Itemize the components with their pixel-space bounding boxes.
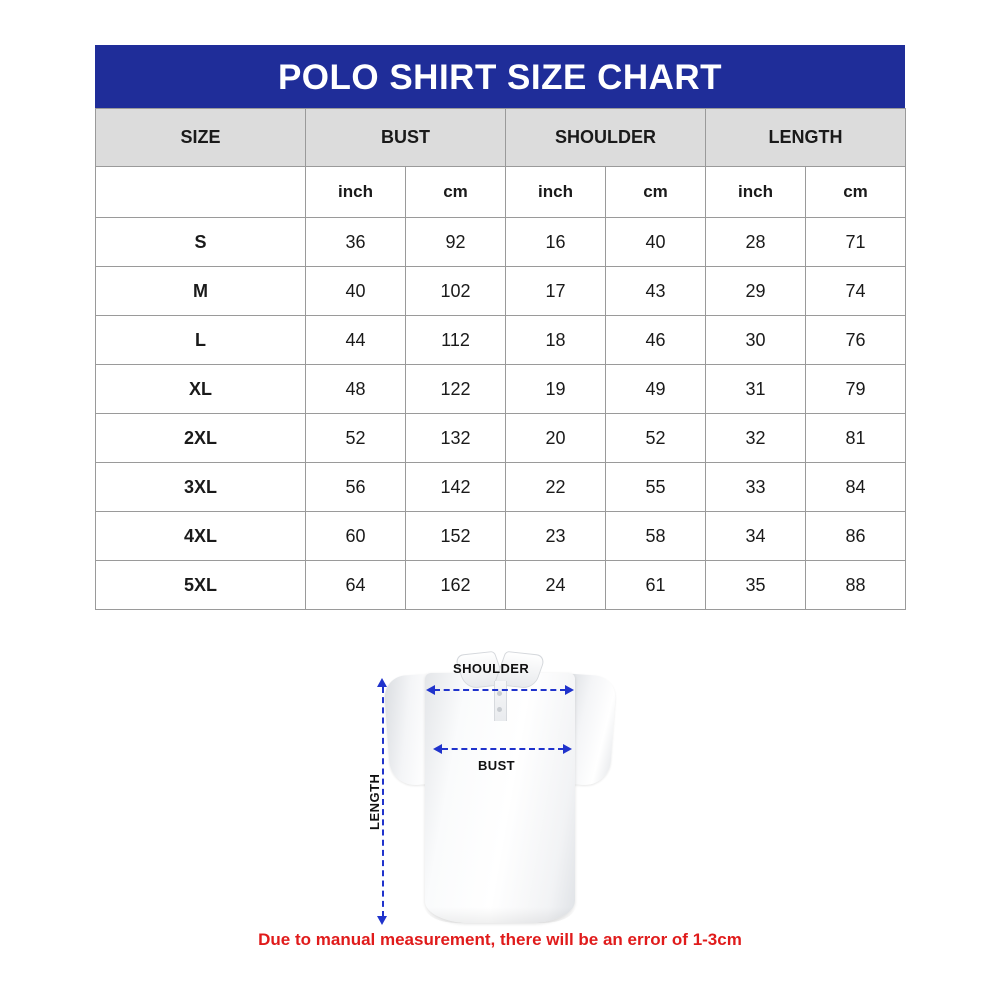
unit-cell-length-cm: cm — [806, 167, 906, 218]
cell-length-cm: 81 — [806, 414, 906, 463]
shoulder-measure-line — [434, 689, 566, 691]
cell-bust-inch: 36 — [306, 218, 406, 267]
cell-shoulder-inch: 18 — [506, 316, 606, 365]
unit-cell-bust-inch: inch — [306, 167, 406, 218]
cell-shoulder-inch: 23 — [506, 512, 606, 561]
unit-cell-blank — [96, 167, 306, 218]
cell-shoulder-inch: 19 — [506, 365, 606, 414]
shoulder-measure-label: SHOULDER — [453, 661, 530, 676]
cell-bust-inch: 48 — [306, 365, 406, 414]
shirt-button — [497, 691, 502, 696]
cell-bust-cm: 102 — [406, 267, 506, 316]
cell-size: XL — [96, 365, 306, 414]
size-chart-block — [95, 45, 905, 610]
cell-shoulder-cm: 49 — [606, 365, 706, 414]
cell-length-inch: 30 — [706, 316, 806, 365]
cell-bust-cm: 122 — [406, 365, 506, 414]
polo-shirt-icon — [385, 635, 615, 930]
length-measure-line — [382, 687, 384, 917]
cell-shoulder-cm: 52 — [606, 414, 706, 463]
cell-length-inch: 33 — [706, 463, 806, 512]
table-row — [96, 414, 906, 463]
unit-cell-shoulder-cm: cm — [606, 167, 706, 218]
measurement-illustration — [0, 625, 1000, 935]
cell-length-cm: 74 — [806, 267, 906, 316]
cell-shoulder-inch: 24 — [506, 561, 606, 610]
cell-length-cm: 86 — [806, 512, 906, 561]
table-row — [96, 561, 906, 610]
table-row — [96, 365, 906, 414]
cell-length-inch: 28 — [706, 218, 806, 267]
cell-size: M — [96, 267, 306, 316]
cell-shoulder-cm: 58 — [606, 512, 706, 561]
table-row — [96, 463, 906, 512]
table-row — [96, 316, 906, 365]
cell-bust-cm: 152 — [406, 512, 506, 561]
shoulder-arrow-right-tip — [565, 685, 574, 695]
cell-length-cm: 76 — [806, 316, 906, 365]
table-row — [96, 218, 906, 267]
cell-bust-inch: 52 — [306, 414, 406, 463]
cell-shoulder-inch: 22 — [506, 463, 606, 512]
cell-bust-inch: 56 — [306, 463, 406, 512]
cell-shoulder-cm: 55 — [606, 463, 706, 512]
length-measure-label: LENGTH — [367, 773, 382, 830]
cell-bust-inch: 64 — [306, 561, 406, 610]
cell-bust-cm: 132 — [406, 414, 506, 463]
cell-bust-cm: 112 — [406, 316, 506, 365]
cell-length-cm: 84 — [806, 463, 906, 512]
cell-size: L — [96, 316, 306, 365]
unit-cell-bust-cm: cm — [406, 167, 506, 218]
bust-measure-label: BUST — [478, 758, 515, 773]
cell-size: 3XL — [96, 463, 306, 512]
cell-size: 5XL — [96, 561, 306, 610]
cell-size: 2XL — [96, 414, 306, 463]
cell-size: 4XL — [96, 512, 306, 561]
bust-measure-line — [442, 748, 564, 750]
cell-bust-inch: 44 — [306, 316, 406, 365]
cell-shoulder-inch: 20 — [506, 414, 606, 463]
shirt-placket — [494, 681, 507, 721]
cell-length-inch: 35 — [706, 561, 806, 610]
column-header-size: SIZE — [96, 109, 306, 167]
cell-bust-cm: 142 — [406, 463, 506, 512]
shirt-button — [497, 707, 502, 712]
length-arrow-top-tip — [377, 678, 387, 687]
column-header-length: LENGTH — [706, 109, 906, 167]
cell-length-inch: 29 — [706, 267, 806, 316]
bust-arrow-right-tip — [563, 744, 572, 754]
cell-shoulder-cm: 46 — [606, 316, 706, 365]
column-header-shoulder: SHOULDER — [506, 109, 706, 167]
length-arrow-bottom-tip — [377, 916, 387, 925]
cell-length-inch: 34 — [706, 512, 806, 561]
cell-bust-cm: 162 — [406, 561, 506, 610]
cell-shoulder-inch: 17 — [506, 267, 606, 316]
size-chart-table — [95, 108, 906, 610]
table-row — [96, 267, 906, 316]
cell-shoulder-cm: 61 — [606, 561, 706, 610]
page-title: POLO SHIRT SIZE CHART — [95, 45, 905, 108]
cell-length-cm: 79 — [806, 365, 906, 414]
unit-cell-shoulder-inch: inch — [506, 167, 606, 218]
table-header-row — [96, 109, 906, 167]
table-row — [96, 512, 906, 561]
measurement-note: Due to manual measurement, there will be an error of 1-3cm — [258, 930, 742, 949]
shoulder-arrow-left-tip — [426, 685, 435, 695]
bust-arrow-left-tip — [433, 744, 442, 754]
unit-cell-length-inch: inch — [706, 167, 806, 218]
cell-bust-inch: 40 — [306, 267, 406, 316]
cell-length-inch: 32 — [706, 414, 806, 463]
column-header-bust: BUST — [306, 109, 506, 167]
cell-size: S — [96, 218, 306, 267]
cell-bust-cm: 92 — [406, 218, 506, 267]
cell-bust-inch: 60 — [306, 512, 406, 561]
cell-length-cm: 71 — [806, 218, 906, 267]
table-unit-row — [96, 167, 906, 218]
cell-length-inch: 31 — [706, 365, 806, 414]
cell-length-cm: 88 — [806, 561, 906, 610]
cell-shoulder-inch: 16 — [506, 218, 606, 267]
cell-shoulder-cm: 43 — [606, 267, 706, 316]
cell-shoulder-cm: 40 — [606, 218, 706, 267]
